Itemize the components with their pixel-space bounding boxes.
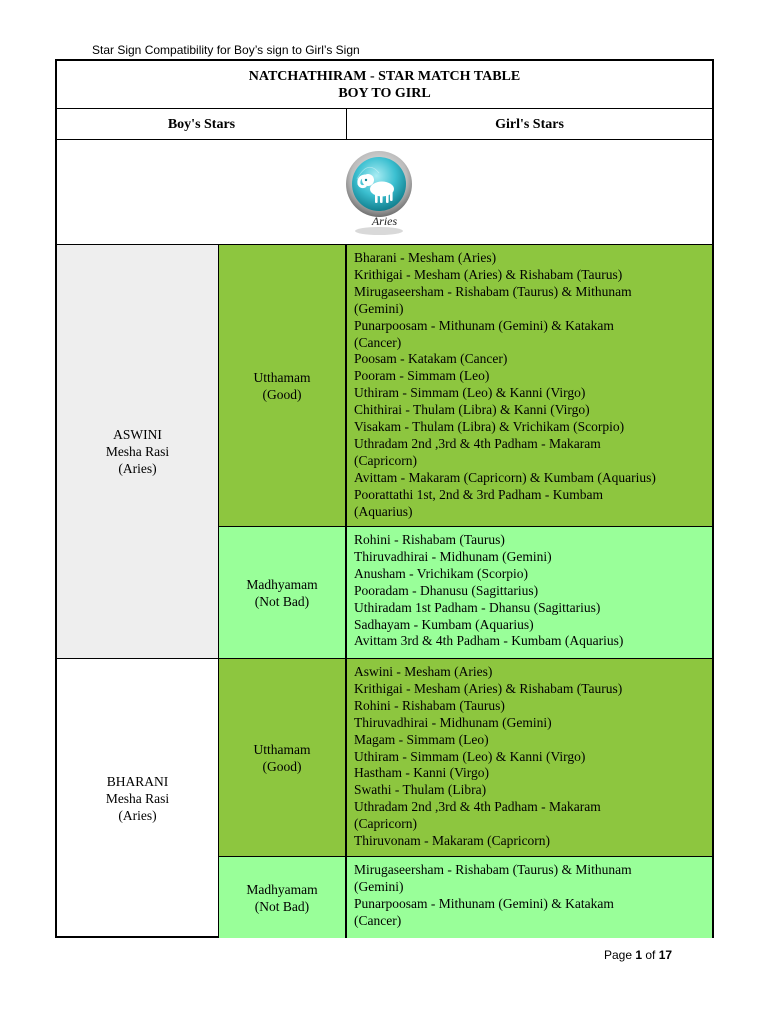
star-line: Rohini - Rishabam (Taurus) [354,697,505,713]
grade-label: Utthamam [253,741,311,757]
star-line: (Gemini) [354,300,404,316]
page-header: Star Sign Compatibility for Boy’s sign to Girl’s Sign [92,43,360,57]
star-line: Visakam - Thulam (Libra) & Vrichikam (Scorpio) [354,419,625,435]
page-footer [604,948,672,962]
grade-cell-madhyamam [219,857,347,938]
grade-note: (Not Bad) [254,898,310,914]
star-line: Pooradam - Dhanusu (Sagittarius) [354,582,539,598]
star-line: Uthradam 2nd ,3rd & 4th Padham - Makaram [354,799,601,815]
boy-star-rasi: Mesha Rasi [105,791,170,806]
star-line: Avittam - Makaram (Capricorn) & Kumbam (Aquarius) [354,469,656,485]
star-line: Hastham - Kanni (Virgo) [354,765,490,781]
star-line: Chithirai - Thulam (Libra) & Kanni (Virgo) [354,402,590,418]
table-title-line1: NATCHATHIRAM - STAR MATCH TABLE [248,69,521,84]
star-line: Krithigai - Mesham (Aries) & Rishabam (Taurus) [354,680,623,696]
zodiac-sign-cell [57,140,712,245]
star-line: Rohini - Rishabam (Taurus) [354,532,505,547]
footer-prefix: Page [604,948,636,962]
boy-star-name: ASWINI [113,427,162,442]
grade-note: (Not Bad) [254,593,310,609]
star-line: Mirugaseersham - Rishabam (Taurus) & Mithunam [354,862,632,877]
girl-stars-list [347,245,712,527]
grade-cell-utthamam [219,659,347,857]
girl-stars-list [347,857,712,938]
grade-note: (Good) [262,758,302,774]
grade-cell-utthamam [219,245,347,527]
star-line: Magam - Simmam (Leo) [354,731,489,747]
boy-star-sign: (Aries) [118,461,157,476]
star-line: (Cancer) [354,334,402,350]
star-line: Thiruvadhirai - Midhunam (Gemini) [354,714,552,730]
boy-star-sign: (Aries) [118,808,157,823]
footer-middle: of [642,948,659,962]
star-line: Uthiram - Simmam (Leo) & Kanni (Virgo) [354,748,586,764]
boy-star-cell [57,659,219,938]
grade-label: Utthamam [253,369,311,385]
star-line: Bharani - Mesham (Aries) [354,250,497,265]
star-line: (Cancer) [354,912,402,928]
star-line: Punarpoosam - Mithunam (Gemini) & Katakam [354,895,614,911]
grade-label: Madhyamam [246,576,318,592]
star-line: Poorattathi 1st, 2nd & 3rd Padham - Kumbam [354,486,603,502]
table-title [57,61,712,109]
star-line: Thiruvonam - Makaram (Capricorn) [354,833,551,849]
boy-star-name: BHARANI [106,774,169,789]
grade-note: (Good) [262,386,302,402]
star-line: Uthiram - Simmam (Leo) & Kanni (Virgo) [354,385,586,401]
grade-cell-madhyamam [219,527,347,659]
zodiac-sign-label: Aries [371,214,398,228]
star-line: Uthradam 2nd ,3rd & 4th Padham - Makaram [354,435,601,451]
column-header-girl: Girl's Stars [347,109,712,140]
star-line: Poosam - Katakam (Cancer) [354,351,508,367]
girl-stars-list [347,659,712,857]
boy-star-cell [57,245,219,659]
star-line: Punarpoosam - Mithunam (Gemini) & Katakam [354,317,614,333]
star-line: (Capricorn) [354,452,417,468]
star-line: Anusham - Vrichikam (Scorpio) [354,565,529,581]
star-line: Sadhayam - Kumbam (Aquarius) [354,616,534,632]
star-line: Mirugaseersham - Rishabam (Taurus) & Mithunam [354,283,632,299]
star-line: Uthiradam 1st Padham - Dhansu (Sagittarius) [354,599,601,615]
star-line: Thiruvadhirai - Midhunam (Gemini) [354,548,552,564]
star-line: (Aquarius) [354,503,413,519]
page-total: 17 [658,948,673,962]
boy-star-rasi: Mesha Rasi [105,444,170,459]
star-line: Avittam 3rd & 4th Padham - Kumbam (Aquarius) [354,633,624,649]
star-line: Pooram - Simmam (Leo) [354,368,490,384]
star-line: (Gemini) [354,878,404,894]
star-line: Swathi - Thulam (Libra) [354,782,487,798]
star-line: (Capricorn) [354,816,417,832]
column-header-boy: Boy's Stars [57,109,347,140]
grade-label: Madhyamam [246,881,318,897]
star-match-table [55,59,714,938]
star-line: Krithigai - Mesham (Aries) & Rishabam (Taurus) [354,266,623,282]
table-title-line2: BOY TO GIRL [338,86,431,101]
star-line: Aswini - Mesham (Aries) [354,664,493,679]
page-current: 1 [635,948,643,962]
girl-stars-list [347,527,712,659]
